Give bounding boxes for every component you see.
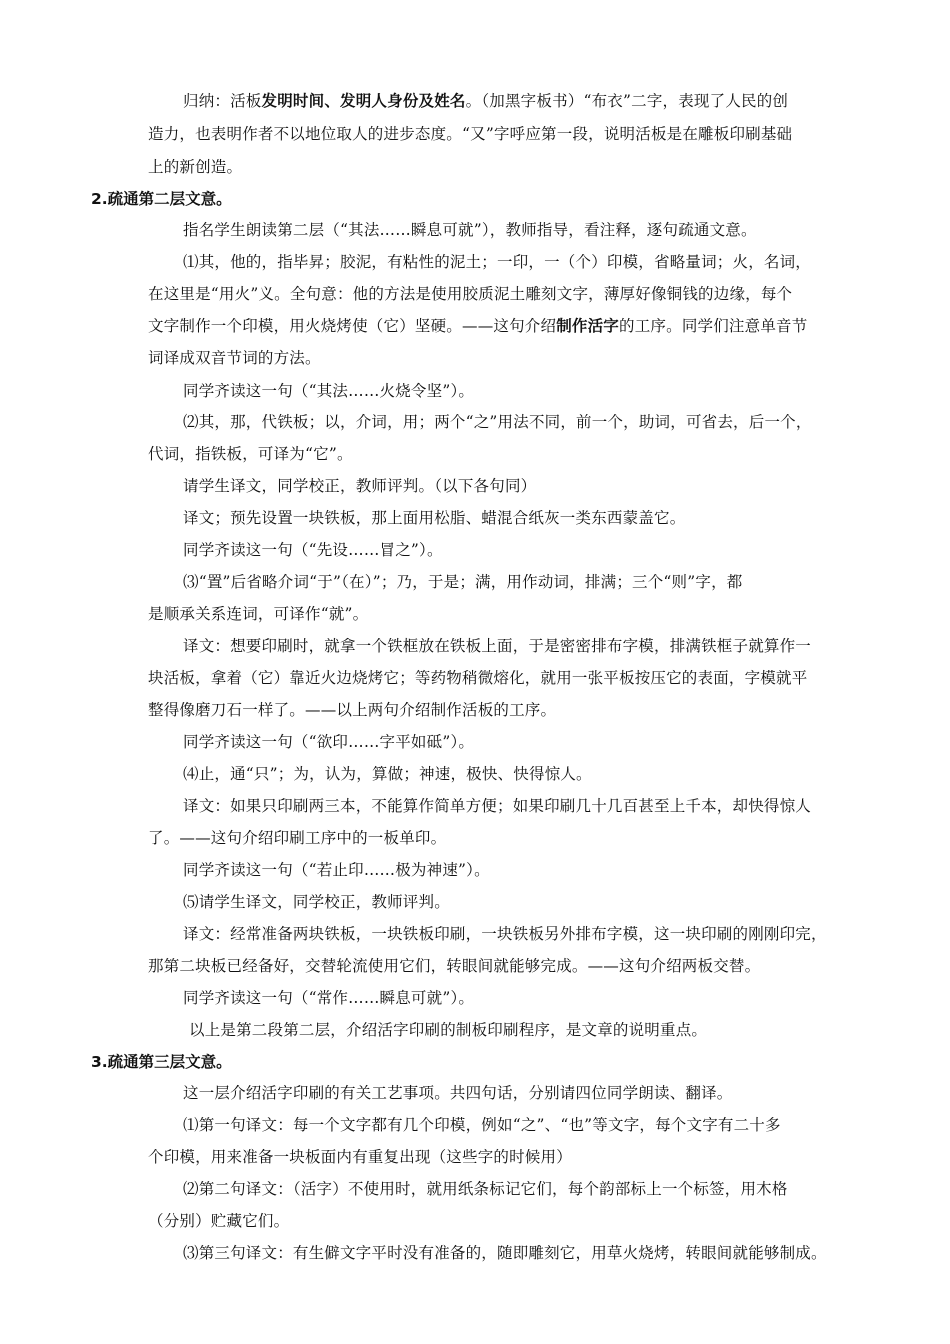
summary-line-2: 造力，也表明作者不以地位取人的进步态度。“又”字呼应第一段，说明活板是在雕板印刷基础 [148,125,793,143]
section-summary: 以上是第二段第二层，介绍活字印刷的制板印刷程序，是文章的说明重点。 [189,1021,708,1039]
note-1-line-1: ⑴其，他的，指毕昇；胶泥，有粘性的泥土；一印，一（个）印模，省略量词；火，名词， [183,253,812,271]
sentence-2-line-2: （分别）贮藏它们。 [148,1212,290,1230]
translation-4-line-1: 译文：如果只印刷两三本，不能算作简单方便；如果印刷几十几百甚至上千本，却快得惊人 [183,797,812,815]
read-aloud-2: 同学齐读这一句（“先设……冒之”）。 [183,541,443,559]
note-3-line-1: ⑶“置”后省略介词“于”（在）”；乃，于是；满，用作动词，排满；三个“则”字，都 [183,573,743,591]
summary-line-3: 上的新创造。 [148,158,243,176]
note-3-line-2: 是顺承关系连词，可译作“就”。 [148,605,369,623]
translation-3-line-3: 整得像磨刀石一样了。——以上两句介绍制作活板的工序。 [148,701,557,719]
text: 。（加黑字板书）“布衣”二字，表现了人民的创 [465,92,789,110]
summary-line-1 [183,91,788,111]
translation-4-line-2: 了。——这句介绍印刷工序中的一板单印。 [148,829,447,847]
section-heading-2: 2.疏通第二层文意。 [91,190,232,208]
read-aloud-5: 同学齐读这一句（“常作……瞬息可就”）。 [183,989,475,1007]
note-2-line-2: 代词，指铁板，可译为“它”。 [148,445,353,463]
bold-text: 发明时间、发明人身份及姓名 [261,91,466,110]
sentence-1-line-2: 个印模，用来准备一块板面内有重复出现（这些字的时候用） [148,1148,572,1166]
sentence-1-line-1: ⑴第一句译文：每一个文字都有几个印模，例如“之”、“也”等文字，每个文字有二十多 [183,1116,781,1134]
note-1-line-4: 词译成双音节词的方法。 [148,349,321,367]
read-aloud-1: 同学齐读这一句（“其法……火烧令坚”）。 [183,382,475,400]
bold-text: 制作活字 [556,316,620,335]
translation-2: 译文；预先设置一块铁板，那上面用松脂、蜡混合纸灰一类东西蒙盖它。 [183,509,686,527]
text: 归纳：活板 [183,92,262,110]
translation-5-line-1: 译文：经常准备两块铁板，一块铁板印刷，一块铁板另外排布字模，这一块印刷的刚刚印完， [183,925,827,943]
translation-3-line-1: 译文：想要印刷时，就拿一个铁框放在铁板上面，于是密密排布字模，排满铁框子就算作一 [183,637,812,655]
paragraph: 指名学生朗读第二层（“其法……瞬息可就”），教师指导，看注释，逐句疏通文意。 [183,221,757,239]
read-aloud-3: 同学齐读这一句（“欲印……字平如砥”）。 [183,733,475,751]
note-2-line-1: ⑵其，那，代铁板；以，介词，用；两个“之”用法不同，前一个，助词，可省去，后一个， [183,413,812,431]
note-5: ⑸请学生译文，同学校正，教师评判。 [183,893,450,911]
instruction: 请学生译文，同学校正，教师评判。（以下各句同） [183,477,537,495]
note-4: ⑷止，通“只”；为，认为，算做；神速，极快、快得惊人。 [183,765,592,783]
sentence-3: ⑶第三句译文：有生僻文字平时没有准备的，随即雕刻它，用草火烧烤，转眼间就能够制成。 [183,1244,827,1262]
note-1-line-3 [148,316,807,336]
sentence-2-line-1: ⑵第二句译文：（活字）不使用时，就用纸条标记它们，每个韵部标上一个标签，用木格 [183,1180,788,1198]
text: 文字制作一个印模，用火烧烤使（它）坚硬。——这句介绍 [148,317,557,335]
translation-3-line-2: 块活板，拿着（它）靠近火边烧烤它；等药物稍微熔化，就用一张平板按压它的表面，字模就平 [148,669,808,687]
note-1-line-2: 在这里是“用火”义。全句意：他的方法是使用胶质泥土雕刻文字，薄厚好像铜钱的边缘，每个 [148,285,793,303]
section-heading-3: 3.疏通第三层文意。 [91,1053,232,1071]
read-aloud-4: 同学齐读这一句（“若止印……极为神速”）。 [183,861,490,879]
text: 的工序。同学们注意单音节 [619,317,808,335]
translation-5-line-2: 那第二块板已经备好，交替轮流使用它们，转眼间就能够完成。——这句介绍两板交替。 [148,957,761,975]
paragraph: 这一层介绍活字印刷的有关工艺事项。共四句话，分别请四位同学朗读、翻译。 [183,1084,733,1102]
